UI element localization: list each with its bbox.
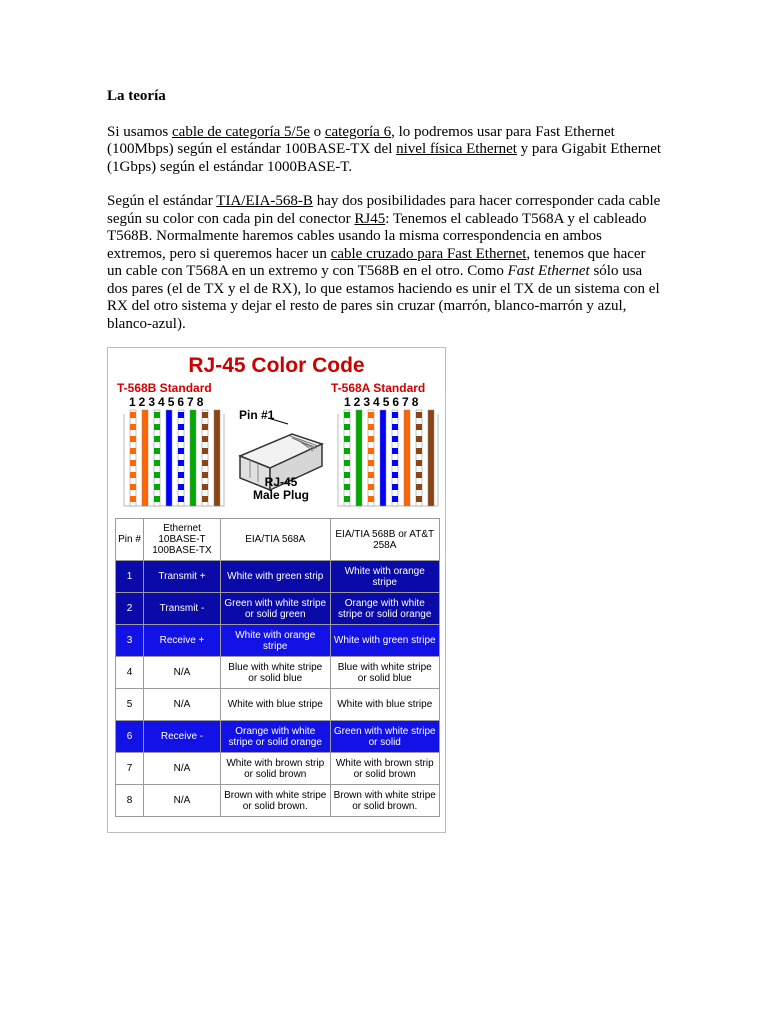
cell-568b: Blue with white stripe or solid blue	[330, 657, 440, 689]
plug-caption	[241, 476, 321, 502]
cell-pin: 5	[116, 689, 144, 721]
wire-7	[416, 410, 422, 506]
cell-568b: White with blue stripe	[330, 689, 440, 721]
cell-568b: White with orange stripe	[330, 561, 440, 593]
wire-4	[380, 410, 386, 506]
cell-pin: 4	[116, 657, 144, 689]
wire-7	[202, 410, 208, 506]
pin-numbers-b: 12345678	[129, 395, 207, 409]
table-row	[116, 753, 440, 785]
cell-568a: White with green strip	[221, 561, 331, 593]
cell-ethernet: N/A	[144, 785, 221, 817]
wire-2	[356, 410, 362, 506]
link-cat6[interactable]: categoría 6	[324, 123, 392, 140]
table-row	[116, 689, 440, 721]
cell-pin: 2	[116, 593, 144, 625]
paragraph-standard	[107, 193, 662, 333]
text-run: , lo podremos usar para Fast Ethernet (100Mbps) según el estándar 100BASE-TX del	[107, 123, 615, 157]
cell-ethernet: N/A	[144, 689, 221, 721]
rj45-color-code-figure	[107, 347, 446, 833]
cell-ethernet: N/A	[144, 753, 221, 785]
cell-568a: White with blue stripe	[221, 689, 331, 721]
table-row	[116, 625, 440, 657]
cell-568b: White with brown strip or solid brown	[330, 753, 440, 785]
link-nivel-fisica-ethernet[interactable]: nivel física Ethernet	[396, 141, 517, 157]
cell-568a: Blue with white stripe or solid blue	[221, 657, 331, 689]
t568b-label: T-568B Standard	[117, 381, 212, 395]
header-568a: EIA/TIA 568A	[221, 519, 331, 561]
text-run: Según el estándar	[107, 193, 217, 209]
text-run: sólo usa dos pares (el de TX y el de RX), lo que estamos haciendo es unir el TX de un sistema con el RX del otro sistema y dejar el resto de pares sin cruzar (marrón, blanco-marrón y azul, blanco-azul).	[107, 263, 660, 332]
cell-pin: 8	[116, 785, 144, 817]
document-body	[107, 88, 662, 350]
cell-ethernet: Transmit -	[144, 593, 221, 625]
wire-4	[166, 410, 172, 506]
figure-title: RJ-45 Color Code	[188, 354, 365, 377]
table-row	[116, 593, 440, 625]
cell-568b: Green with white stripe or solid	[330, 721, 440, 753]
header-ethernet: Ethernet 10BASE-T 100BASE-TX	[144, 519, 221, 561]
link-cable-cat5[interactable]: cable de categoría 5/5e	[172, 123, 310, 140]
pin-numbers-a: 12345678	[344, 395, 422, 409]
cell-ethernet: N/A	[144, 657, 221, 689]
text-run: o	[309, 123, 325, 140]
link-tia-eia-568b[interactable]: TIA/EIA-568-B	[216, 193, 313, 209]
cell-ethernet: Transmit +	[144, 561, 221, 593]
cell-568a: Green with white stripe or solid green	[221, 593, 331, 625]
wire-3	[154, 410, 160, 506]
wire-3	[368, 410, 374, 506]
cell-ethernet: Receive -	[144, 721, 221, 753]
cell-pin: 6	[116, 721, 144, 753]
cell-568b: Orange with white stripe or solid orange	[330, 593, 440, 625]
link-rj45[interactable]: RJ45	[354, 210, 386, 227]
color-code-table	[115, 518, 440, 817]
plug-caption-line2: Male Plug	[252, 488, 309, 502]
table-row	[116, 785, 440, 817]
text-run: : Tenemos el cableado T568A y el cableado T568B. Normalmente haremos cables usando la misma correspondencia en ambos extremos, pero si queremos hacer un	[107, 210, 647, 262]
cell-568b: White with green stripe	[330, 625, 440, 657]
link-cable-cruzado[interactable]: cable cruzado para Fast Ethernet	[330, 245, 527, 262]
wire-1	[344, 410, 350, 506]
wire-8	[214, 410, 220, 506]
wire-5	[392, 410, 398, 506]
text-run: , tenemos que hacer un cable con T568A en un extremo y con T568B en el otro. Como	[107, 245, 646, 279]
wire-6	[404, 410, 410, 506]
table-row	[116, 561, 440, 593]
cell-568a: Brown with white stripe or solid brown.	[221, 785, 331, 817]
header-568b: EIA/TIA 568B or AT&T 258A	[330, 519, 440, 561]
cell-568a: White with orange stripe	[221, 625, 331, 657]
cell-568a: Orange with white stripe or solid orange	[221, 721, 331, 753]
cell-pin: 1	[116, 561, 144, 593]
wire-8	[428, 410, 434, 506]
wire-5	[178, 410, 184, 506]
emphasis-fast-ethernet: Fast Ethernet	[507, 263, 590, 279]
plug-caption-line1: RJ-45	[264, 475, 298, 489]
table-row	[116, 657, 440, 689]
wire-6	[190, 410, 196, 506]
wire-2	[142, 410, 148, 506]
header-pin: Pin #	[116, 519, 144, 561]
cell-ethernet: Receive +	[144, 625, 221, 657]
section-heading: La teoría	[107, 88, 166, 104]
wire-1	[130, 410, 136, 506]
pin1-label: Pin #1	[239, 408, 275, 422]
cell-pin: 3	[116, 625, 144, 657]
t568b-wires-diagram	[122, 408, 226, 510]
t568a-label: T-568A Standard	[331, 381, 426, 395]
text-run: hay dos posibilidades para hacer corresponder cada cable según su color con cada pin del conector	[107, 193, 661, 227]
table-header-row	[116, 519, 440, 561]
text-run: y para Gigabit Ethernet (1Gbps) según el estándar 1000BASE-T.	[107, 141, 662, 175]
t568a-wires-diagram	[336, 408, 440, 510]
cell-568b: Brown with white stripe or solid brown.	[330, 785, 440, 817]
text-run: Si usamos	[107, 123, 173, 140]
cell-568a: White with brown strip or solid brown	[221, 753, 331, 785]
cell-pin: 7	[116, 753, 144, 785]
table-row	[116, 721, 440, 753]
paragraph-cable-categories	[107, 124, 662, 177]
